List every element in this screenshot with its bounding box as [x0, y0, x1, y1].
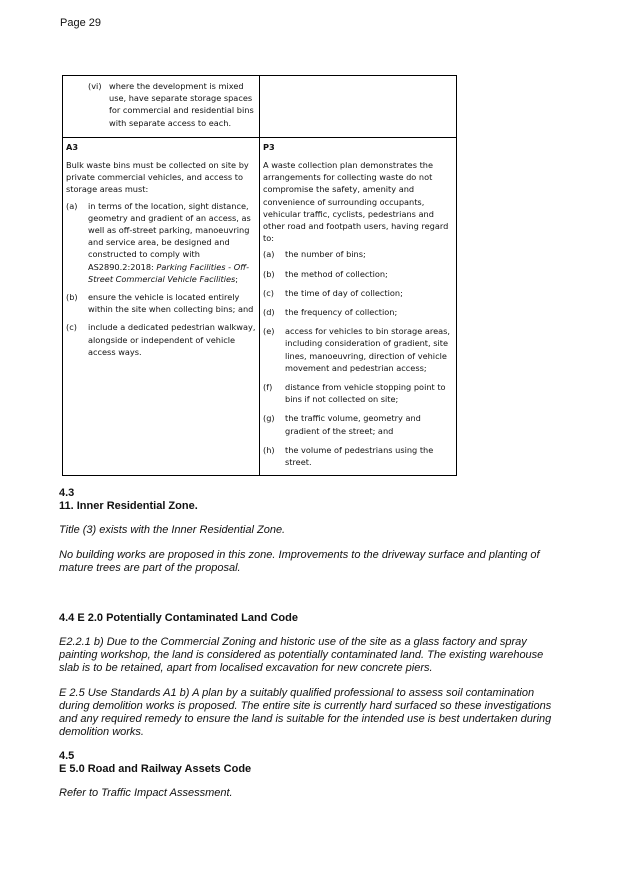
a3-intro: Bulk waste bins must be collected on site by private commercial vehicles, and access to storage areas must:	[66, 160, 249, 195]
section-4-4-heading: 4.4 E 2.0 Potentially Contaminated Land Code	[59, 612, 298, 624]
section-4-3-number: 4.3	[59, 487, 75, 499]
item-label: (b)	[263, 268, 275, 279]
item-text: ensure the vehicle is located entirely within the site when collecting bins; and	[88, 292, 254, 315]
item-label: (e)	[263, 326, 275, 337]
a3-cell	[63, 138, 260, 476]
section-4-5-number: 4.5	[59, 750, 75, 762]
section-4-5-title: E 5.0 Road and Railway Assets Code	[59, 763, 252, 775]
item-label: (c)	[263, 287, 274, 298]
list-item	[260, 306, 456, 318]
section-4-3-paragraph: Title (3) exists with the Inner Residential Zone.	[59, 524, 286, 536]
item-label: (d)	[263, 307, 275, 318]
item-text: the number of bins;	[285, 249, 366, 260]
item-text: the traffic volume, geometry and gradient of the street; and	[285, 413, 421, 436]
list-item	[260, 268, 456, 280]
item-label: (a)	[263, 249, 275, 260]
item-label: (c)	[66, 322, 77, 333]
standard-title: Parking Facilities - Off-Street Commercial Vehicle Facilities	[88, 261, 250, 284]
section-4-3-title: 11. Inner Residential Zone.	[59, 500, 198, 512]
section-4-4-paragraph: E2.2.1 b) Due to the Commercial Zoning and historic use of the site as a glass factory and spray painting workshop, the land is considered as potentially contaminated land. The existing warehouse slab is to be retained, apart from localised excavation for new concrete piers.	[59, 636, 544, 674]
item-label: (g)	[263, 413, 275, 424]
item-label: (h)	[263, 444, 275, 455]
item-text: access for vehicles to bin storage areas, including consideration of gradient, site lines, manoeuvring, direction of vehicle movement and pedestrian access;	[285, 326, 450, 373]
list-item	[260, 325, 456, 374]
list-item	[260, 444, 456, 468]
item-label: (vi)	[88, 81, 102, 91]
section-4-3-paragraph: No building works are proposed in this zone. Improvements to the driveway surface and planting of mature trees are part of the proposal.	[59, 549, 540, 574]
list-item	[260, 381, 456, 405]
item-text: distance from vehicle stopping point to bins if not collected on site;	[285, 382, 446, 405]
item-text: the time of day of collection;	[285, 287, 403, 298]
item-text	[88, 200, 256, 285]
item-text: the method of collection;	[285, 268, 388, 279]
item-text-main: in terms of the location, sight distance, geometry and gradient of an access, as well as off-street parking, manoeuvring and service area, be designed and constructed to comply with AS2890.2:2018:	[88, 200, 251, 272]
list-item	[63, 76, 259, 133]
item-label: (f)	[263, 382, 273, 393]
list-item	[260, 248, 456, 260]
list-item	[63, 291, 259, 315]
item-text: where the development is mixed use, have separate storage spaces for commercial and residential bins with separate access to each.	[109, 81, 254, 128]
item-text: the volume of pedestrians using the street.	[285, 444, 434, 468]
item-text: the frequency of collection;	[285, 307, 398, 318]
list-item	[63, 200, 259, 285]
table-row	[63, 138, 457, 476]
table-row	[63, 76, 457, 138]
p3-cell	[260, 138, 457, 476]
table-cell-performance	[260, 76, 457, 138]
item-label: (b)	[66, 292, 78, 303]
item-text-tail: ;	[235, 273, 239, 284]
item-text: include a dedicated pedestrian walkway, alongside or independent of vehicle access ways.	[88, 322, 256, 357]
p3-heading: P3	[263, 142, 275, 152]
list-item	[63, 321, 259, 358]
table-cell-acceptable	[63, 76, 260, 138]
page-number: Page 29	[60, 17, 101, 29]
section-4-5-paragraph: Refer to Traffic Impact Assessment.	[59, 787, 233, 799]
requirements-table	[62, 75, 457, 476]
item-label: (a)	[66, 200, 78, 211]
list-item	[260, 287, 456, 299]
a3-heading: A3	[66, 142, 79, 152]
list-item	[260, 412, 456, 436]
p3-intro: A waste collection plan demonstrates the arrangements for collecting waste do not compromise the safety, amenity and convenience of surrounding occupants, vehicular traffic, cyclists, pedestrians and other road and footpath users, having regard to:	[263, 160, 449, 244]
section-4-4-paragraph: E 2.5 Use Standards A1 b) A plan by a suitably qualified professional to assess soil contamination during demolition works is proposed. The entire site is currently hard surfaced so these investigations and any required remedy to ensure the land is suitable for the intended use is best undertaken during demolition works.	[59, 687, 552, 738]
